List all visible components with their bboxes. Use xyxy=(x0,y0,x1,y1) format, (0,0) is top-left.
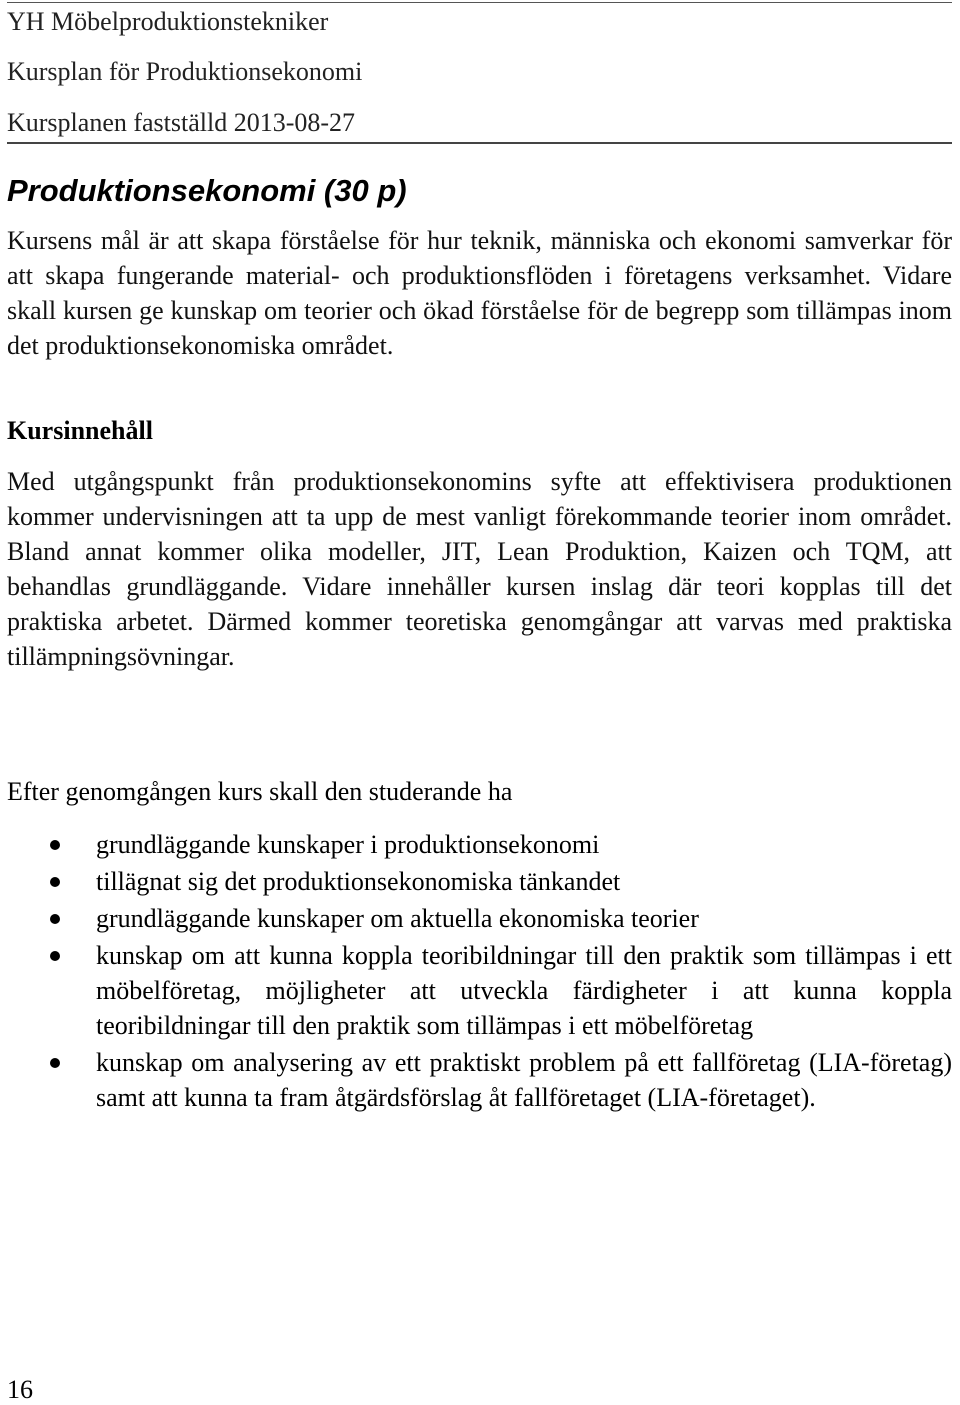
course-content-heading: Kursinnehåll xyxy=(7,416,153,445)
course-aim-paragraph: Kursens mål är att skapa förståelse för hur teknik, människa och ekonomi samverkar för att skapa fungerande material- och produktionsflöden i företagens verksamhet. Vidare skall kursen ge kunskap om teorier och ökad förståelse för de begrepp som tillämpas inom det produktionsekonomiska området. xyxy=(7,226,952,360)
learning-outcomes-list xyxy=(7,827,952,1117)
list-item-text: grundläggande kunskaper om aktuella ekonomiska teorier xyxy=(96,904,699,933)
established-date: Kursplanen fastställd 2013-08-27 xyxy=(7,108,356,137)
page-number: 16 xyxy=(7,1375,33,1404)
bullet-icon xyxy=(50,1058,60,1068)
header-bottom-rule xyxy=(7,142,952,144)
list-item-text: grundläggande kunskaper i produktionsekonomi xyxy=(96,830,600,859)
header-top-rule xyxy=(7,2,952,3)
bullet-icon xyxy=(50,914,60,924)
bullet-icon xyxy=(50,951,60,961)
list-item xyxy=(7,827,952,862)
bullet-icon xyxy=(50,840,60,850)
list-item xyxy=(7,864,952,899)
document-page xyxy=(7,0,952,1403)
course-title: Produktionsekonomi (30 p) xyxy=(7,173,407,208)
course-content-paragraph: Med utgångspunkt från produktionsekonomins syfte att effektivisera produktionen kommer undervisningen att ta upp de mest vanligt förekommande teorier inom området. Bland annat kommer olika modeller, JIT, Lean Produktion, Kaizen och TQM, att behandlas grundläggande. Vidare innehåller kursen inslag där teori kopplas till det praktiska arbetet. Därmed kommer teoretiska genomgångar att varvas med praktiska tillämpningsövningar. xyxy=(7,467,952,671)
course-plan-name: Kursplan för Produktionsekonomi xyxy=(7,57,363,86)
list-item-text: kunskap om analysering av ett praktiskt problem på ett fallföretag (LIA-företag) samt att kunna ta fram åtgärdsförslag åt fallföretaget (LIA-företaget). xyxy=(96,1048,952,1112)
list-item-text: tillägnat sig det produktionsekonomiska tänkandet xyxy=(96,867,621,896)
list-item xyxy=(7,901,952,936)
learning-outcomes-intro: Efter genomgången kurs skall den studerande ha xyxy=(7,777,513,806)
list-item xyxy=(7,1045,952,1115)
bullet-icon xyxy=(50,877,60,887)
list-item xyxy=(7,938,952,1043)
list-item-text: kunskap om att kunna koppla teoribildningar till den praktik som tillämpas i ett möbelföretag, möjligheter att utveckla färdigheter i att kunna koppla teoribildningar till den praktik som tillämpas i ett möbelföretag xyxy=(96,941,952,1040)
program-name: YH Möbelproduktionstekniker xyxy=(7,7,329,36)
